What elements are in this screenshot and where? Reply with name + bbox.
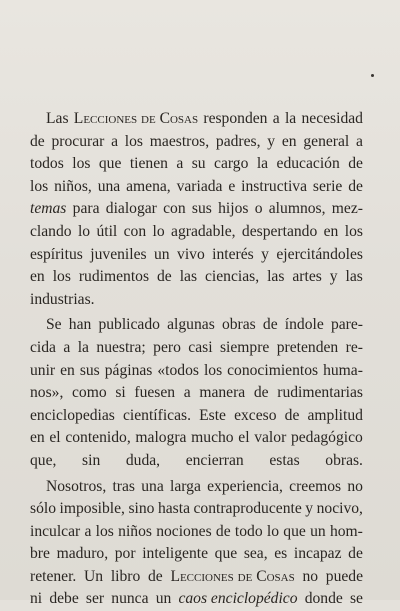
- word: mucho: [191, 427, 233, 450]
- word: conocimientos: [227, 360, 318, 383]
- word: el: [49, 427, 60, 450]
- word: a: [176, 153, 183, 176]
- text-line: [30, 131, 363, 154]
- word: nociones: [156, 521, 211, 544]
- text-line: [30, 108, 363, 131]
- word: variada: [177, 176, 223, 199]
- word: general: [303, 131, 349, 154]
- word: los: [345, 221, 363, 244]
- word: hom-: [330, 521, 363, 544]
- word: a: [111, 131, 118, 154]
- word: índole: [285, 314, 324, 337]
- word: una: [141, 476, 164, 499]
- word: es: [274, 543, 287, 566]
- word: los: [204, 360, 222, 383]
- word: los: [53, 266, 71, 289]
- word: cargo: [214, 153, 248, 176]
- word: Lecciones de Cosas: [74, 108, 198, 131]
- word: las: [346, 266, 363, 289]
- word: una: [98, 176, 121, 199]
- word: todo: [235, 521, 263, 544]
- word: para: [73, 198, 100, 221]
- word: ser: [86, 588, 104, 611]
- word: en: [30, 266, 45, 289]
- word: maestros,: [150, 131, 209, 154]
- text-line: [30, 337, 363, 360]
- text-line: [30, 198, 363, 221]
- word: hijos: [218, 198, 248, 221]
- word: ciencias,: [205, 266, 259, 289]
- word: un: [310, 521, 326, 544]
- word: huma-: [323, 360, 363, 383]
- word: a: [63, 337, 70, 360]
- word: enciclopedias: [30, 405, 115, 428]
- word: inculcar: [30, 521, 80, 544]
- word: procurar: [52, 131, 105, 154]
- word: la: [257, 153, 268, 176]
- word: nocivo,: [317, 498, 363, 521]
- word: valor: [254, 427, 286, 450]
- word: obras: [222, 314, 256, 337]
- word: de: [285, 405, 300, 428]
- word: por: [115, 543, 136, 566]
- word: niños,: [54, 176, 92, 199]
- word: casi: [188, 337, 212, 360]
- text-line: [30, 176, 363, 199]
- word: imposible,: [60, 498, 125, 521]
- word: Las: [46, 108, 69, 131]
- word: sino: [128, 498, 154, 521]
- word: rudimentarias: [277, 382, 363, 405]
- word: exceso: [234, 405, 276, 428]
- word: nunca: [111, 588, 148, 611]
- paragraph: [30, 314, 363, 472]
- text-line: [30, 566, 363, 589]
- word: el: [238, 427, 249, 450]
- word: de: [30, 131, 45, 154]
- word: creemos: [289, 476, 341, 499]
- word: fuesen: [134, 382, 175, 405]
- word: y: [305, 498, 313, 521]
- word: inteligente: [142, 543, 208, 566]
- word: necesidad: [302, 108, 363, 131]
- word: interés: [212, 244, 254, 267]
- word: pero: [153, 337, 181, 360]
- text-line: [30, 382, 363, 405]
- word: con: [163, 198, 186, 221]
- word: nuestra;: [96, 337, 145, 360]
- word: agradable,: [171, 221, 236, 244]
- word: todos: [30, 153, 64, 176]
- word: las: [180, 266, 197, 289]
- word: no: [302, 566, 318, 589]
- word: unir: [30, 360, 55, 383]
- text-line: [30, 314, 363, 337]
- word: a: [84, 521, 91, 544]
- word: e: [228, 176, 235, 199]
- word: Este: [199, 405, 226, 428]
- word: manera: [199, 382, 245, 405]
- word: las: [267, 266, 284, 289]
- word: ejercitándoles: [276, 244, 363, 267]
- word: no: [347, 476, 363, 499]
- word: los: [72, 153, 90, 176]
- text-line: [30, 476, 363, 499]
- word: y: [261, 244, 269, 267]
- word: que: [215, 543, 238, 566]
- word: de: [148, 566, 163, 589]
- word: de: [157, 266, 172, 289]
- word: serie: [313, 176, 342, 199]
- word: temas: [30, 198, 66, 221]
- ink-speck: [371, 74, 374, 77]
- word: debe: [49, 588, 78, 611]
- word: tienen: [130, 153, 168, 176]
- paragraph: [30, 108, 363, 311]
- text-line: [30, 405, 363, 428]
- word: en: [60, 360, 75, 383]
- word: los: [125, 131, 143, 154]
- word: alumnos,: [269, 198, 326, 221]
- word: de: [254, 382, 269, 405]
- word: dialogar: [106, 198, 157, 221]
- word: la: [285, 108, 296, 131]
- word: de: [216, 521, 231, 544]
- word: contraproducente: [194, 498, 302, 521]
- word: algunas: [167, 314, 215, 337]
- word: rudimentos: [79, 266, 149, 289]
- word: donde: [305, 588, 343, 611]
- word: contenido,: [65, 427, 130, 450]
- word: nos»,: [30, 382, 63, 405]
- word: publicado: [98, 314, 160, 337]
- word: científicas.: [123, 405, 191, 428]
- word: siempre: [220, 337, 269, 360]
- word: que: [99, 153, 122, 176]
- word: sea,: [244, 543, 268, 566]
- word: en: [30, 427, 45, 450]
- word: un: [154, 244, 170, 267]
- text-line: [30, 450, 363, 473]
- word: libro: [111, 566, 140, 589]
- word: sin: [82, 450, 100, 473]
- text-line: [30, 221, 363, 244]
- word: duda,: [126, 450, 160, 473]
- word: estas: [269, 450, 299, 473]
- word: cida: [30, 337, 56, 360]
- word: re-: [346, 337, 363, 360]
- word: Lecciones de Cosas: [170, 566, 294, 589]
- word: «todos: [157, 360, 199, 383]
- word: lo: [153, 221, 165, 244]
- word: si: [115, 382, 125, 405]
- text-line: [30, 289, 363, 312]
- text-line: [30, 153, 363, 176]
- word: Nosotros,: [46, 476, 106, 499]
- word: un: [156, 588, 172, 611]
- word: niños: [118, 521, 152, 544]
- word: lo: [78, 221, 90, 244]
- word: artes: [292, 266, 321, 289]
- text-line: [30, 266, 363, 289]
- word: o: [255, 198, 263, 221]
- text-line: [30, 521, 363, 544]
- word: espíritus: [30, 244, 83, 267]
- word: que,: [30, 450, 56, 473]
- word: amena,: [126, 176, 171, 199]
- word: de: [348, 543, 363, 566]
- word: clando: [30, 221, 72, 244]
- word: su: [192, 153, 206, 176]
- word: experiencia,: [207, 476, 283, 499]
- word: como: [72, 382, 107, 405]
- word: de: [348, 153, 363, 176]
- word: sus: [192, 198, 212, 221]
- word: pare-: [331, 314, 363, 337]
- word: padres,: [216, 131, 261, 154]
- word: hasta: [158, 498, 190, 521]
- word: juveniles: [90, 244, 146, 267]
- word: sólo: [30, 498, 56, 521]
- word: larga: [170, 476, 201, 499]
- word: pedagógico: [291, 427, 363, 450]
- word: a: [273, 108, 280, 131]
- word: Se: [46, 314, 62, 337]
- word: tras: [112, 476, 135, 499]
- word: los: [96, 521, 114, 544]
- text-line: [30, 360, 363, 383]
- word: a: [356, 131, 363, 154]
- text-line: [30, 498, 363, 521]
- word: incapaz: [294, 543, 342, 566]
- word: industrias.: [30, 289, 95, 312]
- word: útil: [96, 221, 117, 244]
- word: sus: [80, 360, 100, 383]
- text-line: [30, 244, 363, 267]
- word: vivo: [177, 244, 205, 267]
- body-text: [30, 108, 363, 611]
- word: en: [282, 131, 297, 154]
- word: ni: [30, 588, 42, 611]
- word: obras.: [325, 450, 363, 473]
- word: maduro,: [57, 543, 109, 566]
- word: y: [267, 131, 275, 154]
- text-line: [30, 543, 363, 566]
- word: se: [350, 588, 363, 611]
- word: retener.: [30, 566, 76, 589]
- word: malogra: [135, 427, 186, 450]
- text-line: [30, 427, 363, 450]
- word: educación: [277, 153, 340, 176]
- word: los: [30, 176, 48, 199]
- word: en: [324, 221, 339, 244]
- word: de: [348, 176, 363, 199]
- word: páginas: [105, 360, 153, 383]
- word: y: [330, 266, 338, 289]
- word: con: [124, 221, 147, 244]
- word: encierran: [186, 450, 244, 473]
- word: caos enciclopédico: [178, 588, 297, 611]
- word: pretenden: [277, 337, 338, 360]
- word: a: [184, 382, 191, 405]
- word: mez-: [332, 198, 363, 221]
- word: lo: [267, 521, 279, 544]
- word: instructiva: [241, 176, 307, 199]
- word: Un: [84, 566, 103, 589]
- word: bre: [30, 543, 50, 566]
- word: despertando: [242, 221, 317, 244]
- word: han: [69, 314, 92, 337]
- word: amplitud: [308, 405, 363, 428]
- word: puede: [326, 566, 363, 589]
- word: responden: [203, 108, 267, 131]
- word: de: [263, 314, 278, 337]
- word: la: [78, 337, 89, 360]
- word: que: [283, 521, 306, 544]
- paragraph: [30, 476, 363, 611]
